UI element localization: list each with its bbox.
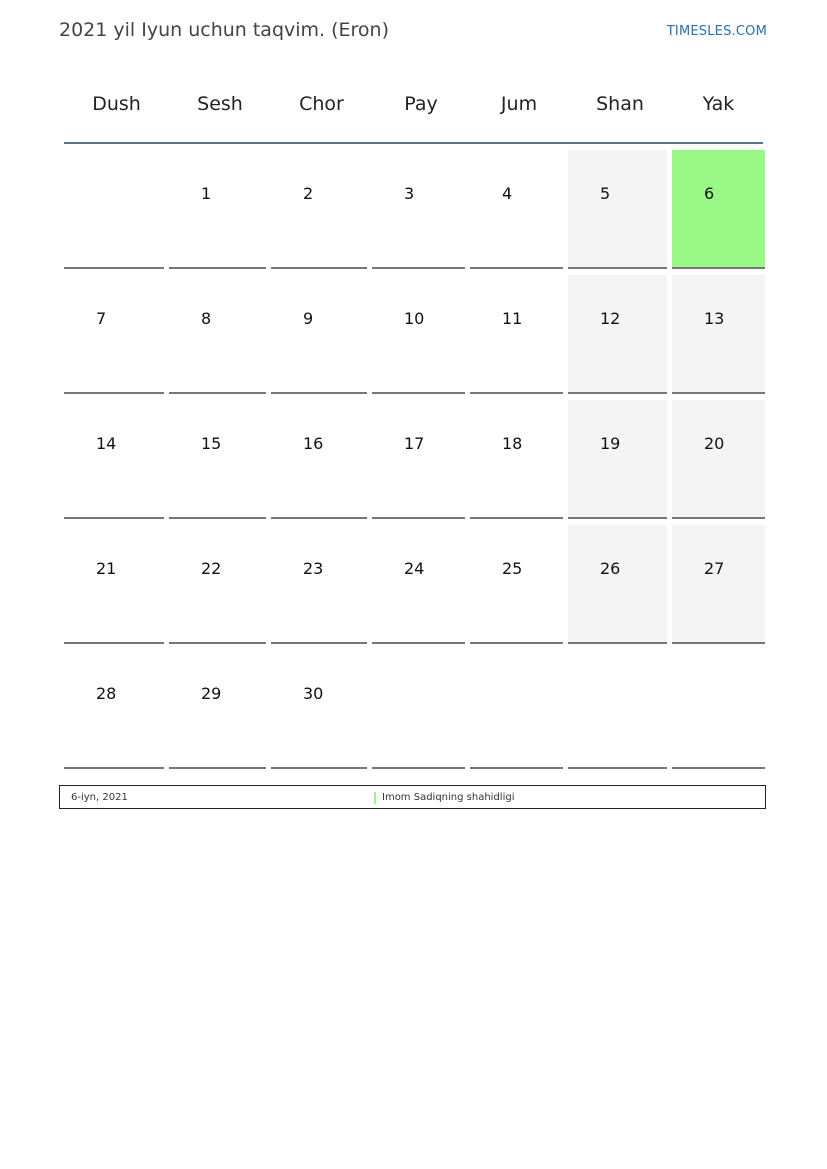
holiday-legend — [59, 785, 766, 809]
page-title: 2021 yil Iyun uchun taqvim. (Eron) — [59, 19, 390, 41]
day-cell[interactable] — [271, 525, 367, 644]
legend-holiday-name: Imom Sadiqning shahidligi — [382, 792, 515, 803]
day-cell[interactable] — [672, 150, 765, 269]
day-cell[interactable] — [470, 525, 563, 644]
day-number: 6 — [704, 184, 715, 203]
empty-day-cell — [470, 650, 563, 769]
day-cell[interactable] — [372, 400, 465, 519]
day-number: 22 — [201, 559, 222, 578]
day-number: 26 — [600, 559, 621, 578]
day-number: 4 — [502, 184, 513, 203]
day-number: 27 — [704, 559, 725, 578]
week-row — [64, 519, 763, 644]
week-row — [64, 269, 763, 394]
day-number: 17 — [404, 434, 425, 453]
empty-day-cell — [672, 650, 765, 769]
day-number: 21 — [96, 559, 117, 578]
legend-color-marker — [374, 792, 376, 804]
day-cell[interactable] — [169, 275, 266, 394]
day-number: 28 — [96, 684, 117, 703]
weekday-chor: Chor — [299, 93, 344, 115]
site-link[interactable]: TIMESLES.COM — [666, 24, 767, 39]
day-number: 15 — [201, 434, 222, 453]
day-cell[interactable] — [64, 525, 164, 644]
day-number: 8 — [201, 309, 212, 328]
weekday-sesh: Sesh — [197, 93, 243, 115]
week-row — [64, 644, 763, 769]
day-number: 7 — [96, 309, 107, 328]
day-cell[interactable] — [271, 650, 367, 769]
day-cell[interactable] — [470, 275, 563, 394]
day-cell[interactable] — [372, 275, 465, 394]
day-cell[interactable] — [372, 150, 465, 269]
weekday-dush: Dush — [92, 93, 141, 115]
day-number: 19 — [600, 434, 621, 453]
day-cell[interactable] — [169, 150, 266, 269]
day-number: 20 — [704, 434, 725, 453]
day-cell[interactable] — [372, 525, 465, 644]
week-row — [64, 394, 763, 519]
day-cell[interactable] — [470, 150, 563, 269]
day-cell[interactable] — [64, 400, 164, 519]
day-cell[interactable] — [672, 525, 765, 644]
day-cell[interactable] — [672, 400, 765, 519]
day-cell[interactable] — [271, 275, 367, 394]
weekday-pay: Pay — [404, 93, 438, 115]
day-cell[interactable] — [64, 275, 164, 394]
day-cell[interactable] — [169, 400, 266, 519]
day-cell[interactable] — [169, 525, 266, 644]
weekday-shan: Shan — [596, 93, 644, 115]
empty-day-cell — [64, 150, 164, 269]
day-cell[interactable] — [271, 150, 367, 269]
day-cell[interactable] — [672, 275, 765, 394]
weekday-header-row — [64, 70, 763, 144]
week-row — [64, 144, 763, 269]
day-number: 3 — [404, 184, 415, 203]
empty-day-cell — [568, 650, 667, 769]
day-number: 29 — [201, 684, 222, 703]
day-cell[interactable] — [169, 650, 266, 769]
day-cell[interactable] — [568, 275, 667, 394]
day-number: 11 — [502, 309, 523, 328]
day-number: 24 — [404, 559, 425, 578]
day-number: 9 — [303, 309, 314, 328]
day-cell[interactable] — [568, 525, 667, 644]
day-cell[interactable] — [568, 400, 667, 519]
day-number: 10 — [404, 309, 425, 328]
day-number: 16 — [303, 434, 324, 453]
calendar-weeks — [64, 144, 763, 769]
day-number: 18 — [502, 434, 523, 453]
day-number: 14 — [96, 434, 117, 453]
day-number: 25 — [502, 559, 523, 578]
day-number: 2 — [303, 184, 314, 203]
empty-day-cell — [372, 650, 465, 769]
day-number: 30 — [303, 684, 324, 703]
weekday-jum: Jum — [500, 93, 538, 115]
day-number: 1 — [201, 184, 212, 203]
day-cell[interactable] — [470, 400, 563, 519]
weekday-yak: Yak — [702, 93, 735, 115]
calendar-grid — [64, 70, 763, 769]
day-cell[interactable] — [64, 650, 164, 769]
day-cell[interactable] — [271, 400, 367, 519]
day-number: 12 — [600, 309, 621, 328]
legend-date: 6-iyn, 2021 — [71, 792, 128, 803]
day-number: 5 — [600, 184, 611, 203]
day-number: 23 — [303, 559, 324, 578]
day-cell[interactable] — [568, 150, 667, 269]
day-number: 13 — [704, 309, 725, 328]
